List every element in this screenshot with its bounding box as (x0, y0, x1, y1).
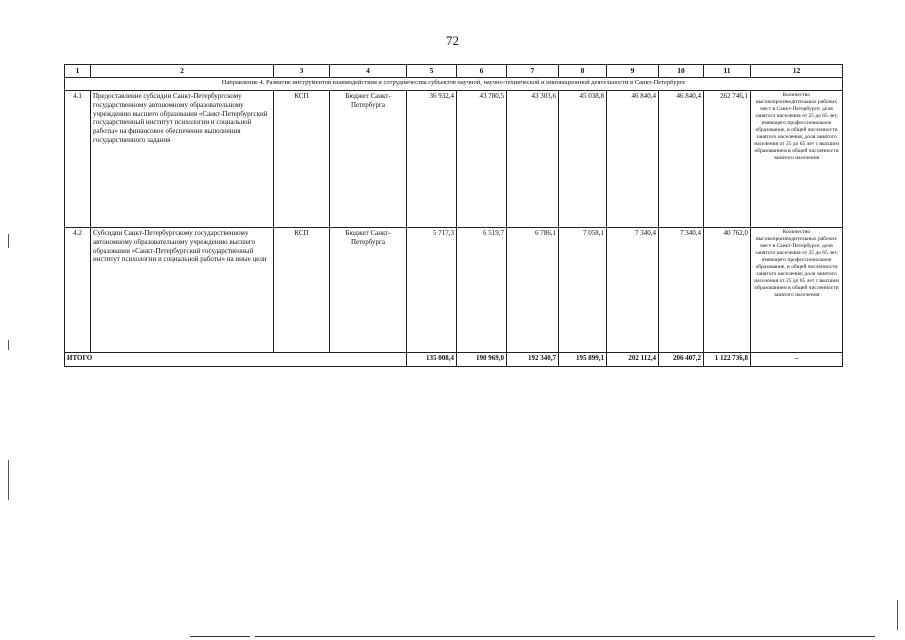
row-number: 4.1 (65, 91, 91, 228)
row-value: 45 038,8 (559, 91, 607, 228)
row-value: 46 840,4 (659, 91, 704, 228)
total-indicator: – (751, 353, 843, 367)
header-cell: 9 (607, 65, 659, 78)
row-value: 6 519,7 (457, 228, 507, 353)
page-number: 72 (446, 33, 459, 48)
direction-title: Направление 4. Развитие инструментов взаимодействия и сотрудничества субъектов научной, научно-технической и инновационной деятельности в Санкт-Петербурге (65, 78, 843, 91)
row-value: 7 340,4 (659, 228, 704, 353)
row-indicator: Количество высокопроизводительных рабочих мест в Санкт-Петербурге; доля занятого населения от 25 до 65 лет, имеющего профессиональное образование, в общей численности занятого населения; доля занятого населения от 25 до 65 лет с высшим образованием в общей численности занятого населения (751, 228, 843, 353)
row-value: 43 303,6 (507, 91, 559, 228)
row-name: Предоставление субсидии Санкт-Петербургскому государственному автономному образовательному учреждению высшего образования «Санкт-Петербургский государственный институт психологии и социальной работы» на финансовое обеспечение выполнения государственного задания (91, 91, 274, 228)
row-value: 7 058,1 (559, 228, 607, 353)
header-cell: 8 (559, 65, 607, 78)
bottom-rule (255, 636, 875, 637)
total-value: 190 969,0 (457, 353, 507, 367)
header-cell: 10 (659, 65, 704, 78)
row-value: 43 780,5 (457, 91, 507, 228)
header-cell: 6 (457, 65, 507, 78)
total-value: 195 899,1 (559, 353, 607, 367)
header-cell: 2 (91, 65, 274, 78)
header-cell: 5 (407, 65, 457, 78)
direction-row (65, 78, 843, 91)
scan-mark (8, 340, 9, 350)
row-value: 46 840,4 (607, 91, 659, 228)
row-value: 5 717,3 (407, 228, 457, 353)
total-label: ИТОГО (65, 353, 407, 367)
program-table (64, 64, 843, 367)
row-source: Бюджет Санкт-Петербурга (330, 228, 407, 353)
total-row (65, 353, 843, 367)
row-total: 40 762,0 (704, 228, 751, 353)
total-value: 192 340,7 (507, 353, 559, 367)
row-number: 4.2 (65, 228, 91, 353)
header-cell: 4 (330, 65, 407, 78)
bottom-rule (190, 636, 250, 637)
header-cell: 7 (507, 65, 559, 78)
row-total: 262 746,1 (704, 91, 751, 228)
header-cell: 3 (274, 65, 330, 78)
row-executor: КСП (274, 228, 330, 353)
table-header-row (65, 65, 843, 78)
row-value: 36 932,4 (407, 91, 457, 228)
total-value: 206 407,2 (659, 353, 704, 367)
header-cell: 1 (65, 65, 91, 78)
total-grand: 1 122 736,8 (704, 353, 751, 367)
header-cell: 12 (751, 65, 843, 78)
row-name: Субсидии Санкт-Петербургскому государственному автономному образовательному учреждению высшего образования «Санкт-Петербургский государственный институт психологии и социальной работы» на иные цели (91, 228, 274, 353)
row-source: Бюджет Санкт-Петербурга (330, 91, 407, 228)
total-value: 202 112,4 (607, 353, 659, 367)
scan-mark (897, 600, 898, 630)
scan-mark (8, 234, 9, 248)
table-row (65, 228, 843, 353)
header-cell: 11 (704, 65, 751, 78)
row-executor: КСП (274, 91, 330, 228)
table-row (65, 91, 843, 228)
total-value: 135 008,4 (407, 353, 457, 367)
row-indicator: Количество высокопроизводительных рабочих мест в Санкт-Петербурге; доля занятого населения от 25 до 65 лет, имеющего профессиональное образование, в общей численности занятого населения; доля занятого населения от 25 до 65 лет с высшим образованием в общей численности занятого населения (751, 91, 843, 228)
row-value: 7 340,4 (607, 228, 659, 353)
row-value: 6 786,1 (507, 228, 559, 353)
scan-mark (8, 460, 9, 500)
